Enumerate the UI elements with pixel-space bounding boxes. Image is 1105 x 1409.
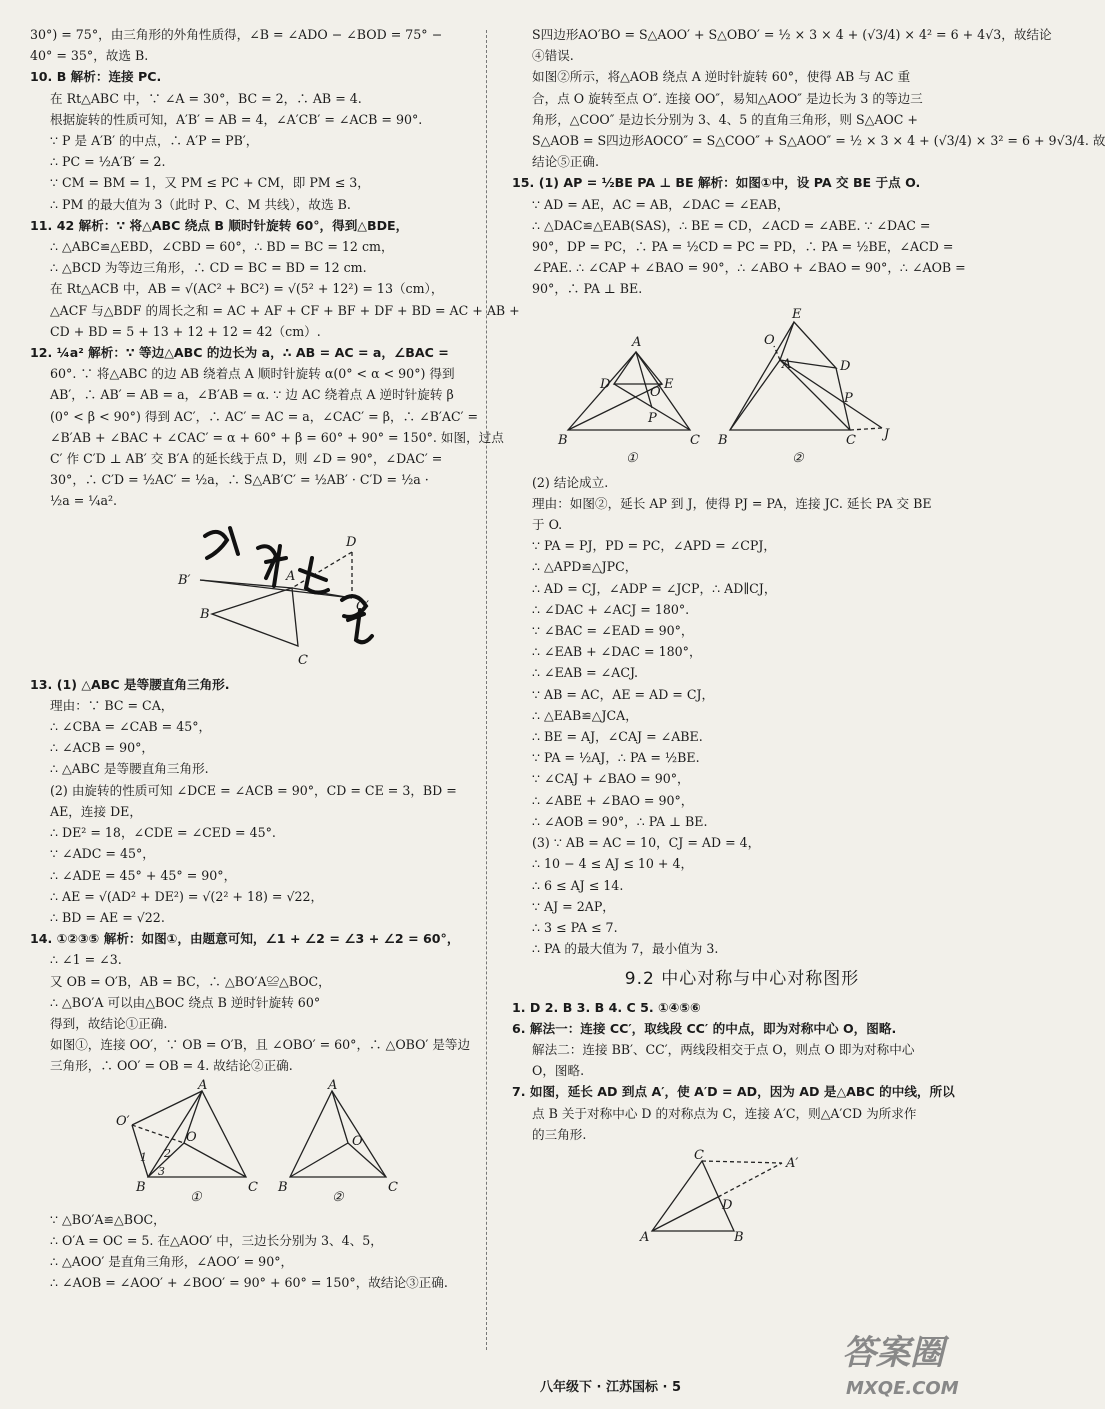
text-line: ∵ ∠CAJ + ∠BAO = 90°， [532, 771, 690, 787]
right-column [512, 24, 1105, 1247]
fig15-2-label-o: O [764, 332, 775, 348]
figure-15 [512, 306, 972, 466]
text-line: ∵ △BO′A≌△BOC， [50, 1211, 166, 1227]
text-line: ∴ ∠1 = ∠3. [50, 952, 122, 968]
fig7-label-c: C [694, 1147, 704, 1163]
question-12: 12. ¼a² 解析：∵ 等边△ABC 的边长为 a，∴ AB = AC = a，∠BAC = [30, 345, 449, 361]
text-line: 在 Rt△ACB 中，AB = √(AC² + BC²) = √(5² + 12²) = 13（cm）， [50, 281, 444, 297]
fig14-2-label-c: C [388, 1179, 398, 1195]
text-line: (0° < β < 90°) 得到 AC′，∴ AC′ = AC = a，∠CAC′ = β，∴ ∠B′AC′ = [50, 408, 478, 424]
fig15-2-label-b: B [718, 432, 728, 448]
fig15-label-d: D [600, 376, 611, 392]
text-line: ∵ AD = AE，AC = AB，∠DAC = ∠EAB， [532, 196, 790, 212]
text-line: ∴ 6 ≤ AJ ≤ 14. [532, 877, 624, 893]
text-line: 在 Rt△ABC 中，∵ ∠A = 30°，BC = 2，∴ AB = 4. [50, 90, 362, 106]
text-line: ½a = ¼a². [50, 493, 118, 509]
text-line: 理由：∵ BC = CA， [50, 697, 174, 713]
label-b: B [200, 606, 210, 622]
text-line: ∴ ∠CBA = ∠CAB = 45°， [50, 719, 212, 735]
fig15-2-cj [850, 428, 882, 430]
question-15: 15. (1) AP = ½BE PA ⊥ BE 解析：如图①中，设 PA 交 BE 于点 O. [512, 175, 921, 191]
fig15-label-p: P [648, 410, 657, 426]
fig14-1-oo-prime [132, 1125, 184, 1143]
answers-1-5: 1. D 2. B 3. B 4. C 5. ①④⑤⑥ [512, 999, 701, 1015]
fig14-2-label-o: O [352, 1133, 363, 1149]
fig15-2-label-c: C [846, 432, 856, 448]
fig15-caption-2: ② [792, 450, 804, 466]
segment-ab-prime [200, 580, 292, 588]
text-line: S△AOB = S四边形AOCO″ = S△COO″ + S△AOO″ = ½ × 3 × 4 + (√3/4) × 3² = 6 + 9√3/4. 故 [532, 133, 1105, 149]
text-line: ④错误. [532, 48, 574, 64]
text-line: ∴ AE = √(AD² + DE²) = √(2² + 18) = √22， [50, 888, 324, 904]
fig15-2-be [730, 322, 794, 430]
text-line: ∴ AD = CJ，∠ADP = ∠JCP，∴ AD∥CJ， [532, 580, 777, 596]
fig14-label-o: O [186, 1129, 197, 1145]
text-line: ∵ P 是 A′B′ 的中点，∴ A′P = PB′， [50, 133, 259, 149]
text-line: ∵ CM = BM = 1，又 PM ≤ PC + CM，即 PM ≤ 3， [50, 175, 370, 191]
text-line: ∴ ∠EAB + ∠DAC = 180°， [532, 644, 702, 660]
fig7-label-b: B [734, 1229, 744, 1245]
text-line: CD + BD = 5 + 13 + 12 + 12 = 42（cm）. [50, 323, 321, 339]
fig15-label-e: E [664, 376, 674, 392]
page-footer: 八年级下 · 江苏国标 · 5 [540, 1380, 682, 1395]
fig15-label-c: C [690, 432, 700, 448]
triangle-abc [212, 588, 298, 646]
fig15-2-label-p: P [844, 390, 853, 406]
question-6: 6. 解法一：连接 CC′，取线段 CC′ 的中点，即为对称中心 O，图略. [512, 1020, 897, 1036]
text-line: ∴ 10 − 4 ≤ AJ ≤ 10 + 4， [532, 856, 694, 872]
text-line: 解法二：连接 BB′、CC′，两线段相交于点 O，则点 O 即为对称中心 [532, 1041, 915, 1057]
text-line: 根据旋转的性质可知，A′B′ = AB = 4，∠A′CB′ = ∠ACB = 90°. [50, 111, 423, 127]
figure-7 [512, 1147, 972, 1245]
text-line: ∴ △BO′A 可以由△BOC 绕点 B 逆时针旋转 60° [50, 994, 321, 1010]
text-line: ∠B′AB + ∠BAC + ∠CAC′ = α + 60° + β = 60° + 90° = 150°. 如图，过点 [50, 429, 504, 445]
question-7: 7. 如图，延长 AD 到点 A′，使 A′D = AD，因为 AD 是△ABC 的中线，所以 [512, 1084, 955, 1100]
text-line: 30°，∴ C′D = ½AC′ = ½a，∴ S△AB′C′ = ½AB′ · C′D = ½a · [50, 472, 429, 488]
fig14-angle-1: 1 [140, 1150, 147, 1164]
question-10: 10. B 解析：连接 PC. [30, 69, 162, 85]
text-line: C′ 作 C′D ⊥ AB′ 交 B′A 的延长线于点 D，则 ∠D = 90°，∠DAC′ = [50, 451, 443, 467]
fig15-label-o: O [650, 384, 661, 400]
fig7-ca-prime [702, 1161, 782, 1163]
text-line: ∵ ∠ADC = 45°， [50, 846, 155, 862]
fig14-label-a: A [198, 1077, 208, 1093]
fig7-da-prime [718, 1163, 782, 1197]
text-line: AB′，∴ AB′ = AB = a，∠B′AB = α. ∵ 边 AC 绕着点 A 逆时针旋转 β [50, 387, 454, 403]
text-line: 于 O. [532, 517, 563, 533]
text-line: ∴ △APD≌△JPC， [532, 559, 638, 575]
text-line: ∠PAE. ∴ ∠CAP + ∠BAO = 90°，∴ ∠ABO + ∠BAO = 90°，∴ ∠AOB = [532, 260, 966, 276]
text-line: 40° = 35°，故选 B. [30, 48, 149, 64]
fig14-angle-2: 2 [164, 1146, 171, 1160]
text-line: 合，点 O 旋转至点 O″. 连接 OO″，易知△AOO″ 是边长为 3 的等边三 [532, 90, 923, 106]
text-line: 90°，DP = PC，∴ PA = ½CD = PC = PD，∴ PA = ½BE，∠ACD = [532, 239, 954, 255]
text-line: 如图①，连接 OO′，∵ OB = O′B，且 ∠OBO′ = 60°，∴ △OBO′ 是等边 [50, 1037, 471, 1053]
text-line: 角形，△COO″ 是边长分别为 3、4、5 的直角三角形，则 S△AOC + [532, 111, 918, 127]
text-line: ∴ △ABC 是等腰直角三角形. [50, 761, 209, 777]
text-line: 的三角形. [532, 1126, 587, 1142]
question-13: 13. (1) △ABC 是等腰直角三角形. [30, 676, 230, 692]
watermark-logo [838, 1322, 988, 1402]
fig14-angle-3: 3 [158, 1164, 165, 1178]
text-line: (3) ∵ AB = AC = 10，CJ = AD = 4， [532, 835, 761, 851]
label-c: C [298, 652, 308, 668]
fig14-caption-1: ① [190, 1189, 202, 1205]
text-line: 90°，∴ PA ⊥ BE. [532, 281, 643, 297]
text-line: ∴ PA 的最大值为 7，最小值为 3. [532, 941, 719, 957]
fig15-2-label-a: A [782, 356, 792, 372]
watermark-line1: 答案圈 [842, 1333, 944, 1373]
question-14: 14. ①②③⑤ 解析：如图①，由题意可知，∠1 + ∠2 = ∠3 + ∠2 = 60°， [30, 931, 460, 947]
fig14-label-c: C [248, 1179, 258, 1195]
text-line: 点 B 关于对称中心 D 的对称点为 C，连接 A′C，则△A′CD 为所求作 [532, 1105, 917, 1121]
text-line: ∵ AJ = 2AP， [532, 898, 615, 914]
text-line: ∴ △ABC≌△EBD，∠CBD = 60°，∴ BD = BC = 12 cm， [50, 239, 394, 255]
text-line: ∴ PC = ½A′B′ = 2. [50, 154, 166, 170]
fig15-label-a: A [632, 334, 642, 350]
text-line: 理由：如图②，延长 AP 到 J，使得 PJ = PA，连接 JC. 延长 PA 交 BE [532, 495, 932, 511]
fig15-2-label-e: E [792, 306, 802, 322]
section-title: 9.2 中心对称与中心对称图形 [624, 969, 860, 990]
text-line: ∴ ∠AOB = 90°，∴ PA ⊥ BE. [532, 813, 708, 829]
question-11: 11. 42 解析：∵ 将△ABC 绕点 B 顺时针旋转 60°，得到△BDE， [30, 217, 409, 233]
text-line: ∴ ∠AOB = ∠AOO′ + ∠BOO′ = 90° + 60° = 150°，故结论③正确. [50, 1275, 448, 1291]
text-line: AE，连接 DE， [50, 803, 142, 819]
text-line: 得到，故结论①正确. [50, 1015, 168, 1031]
label-b-prime: B′ [178, 572, 191, 588]
label-c-prime: C′ [356, 598, 369, 614]
text-line: 结论⑤正确. [532, 154, 599, 170]
text-line: ∴ ∠ADE = 45° + 45° = 90°， [50, 867, 237, 883]
text-line: ∵ AB = AC，AE = AD = CJ， [532, 686, 715, 702]
text-line: ∴ DE² = 18，∠CDE = ∠CED = 45°. [50, 825, 276, 841]
text-line: ∴ △AOO′ 是直角三角形，∠AOO′ = 90°， [50, 1253, 294, 1269]
text-line: ∵ ∠BAC = ∠EAD = 90°， [532, 623, 694, 639]
text-line: ∵ PA = ½AJ，∴ PA = ½BE. [532, 750, 700, 766]
text-line: ∴ O′A = OC = 5. 在△AOO′ 中，三边长分别为 3、4、5， [50, 1232, 383, 1248]
fig7-label-a: A [640, 1229, 650, 1245]
fig15-2-label-d: D [840, 358, 851, 374]
text-line: ∴ 3 ≤ PA ≤ 7. [532, 919, 618, 935]
label-a: A [286, 568, 296, 584]
fig7-label-a-prime: A′ [786, 1155, 799, 1171]
text-line: ∴ △EAB≌△JCA， [532, 707, 638, 723]
text-line: ∴ △BCD 为等边三角形，∴ CD = BC = BD = 12 cm. [50, 260, 367, 276]
text-line: O，图略. [532, 1063, 585, 1079]
column-divider [486, 30, 487, 1350]
fig15-2-label-j: J [884, 426, 890, 442]
text-line: ∴ PM 的最大值为 3（此时 P、C、M 共线），故选 B. [50, 196, 351, 212]
figure-12 [30, 518, 468, 668]
fig14-caption-2: ② [332, 1189, 344, 1205]
fig7-ad [652, 1197, 718, 1231]
text-line: ∴ BE = AJ，∠CAJ = ∠ABE. [532, 729, 703, 745]
text-line: ∴ ∠EAB = ∠ACJ. [532, 665, 639, 681]
fig15-2-aj [780, 360, 882, 428]
fig14-2-label-b: B [278, 1179, 288, 1195]
text-line: ∴ ∠DAC + ∠ACJ = 180°. [532, 601, 690, 617]
fig14-label-b: B [136, 1179, 146, 1195]
text-line: △ACF 与△BDF 的周长之和 = AC + AF + CF + BF + DF + BD = AC + AB + [50, 302, 520, 318]
text-line: S四边形AO′BO = S△AOO′ + S△OBO′ = ½ × 3 × 4 + (√3/4) × 4² = 6 + 4√3，故结论 [532, 27, 1052, 42]
figure-14 [30, 1077, 468, 1205]
text-line: 三角形，∴ OO′ = OB = 4. 故结论②正确. [50, 1058, 293, 1074]
watermark-line2: MXQE.COM [846, 1378, 959, 1399]
fig14-2-ao [332, 1091, 348, 1143]
fig15-label-b: B [558, 432, 568, 448]
text-line: ∴ △DAC≌△EAB(SAS)，∴ BE = CD，∠ACD = ∠ABE. ∵ ∠DAC = [532, 217, 931, 233]
fig7-label-d: D [722, 1197, 733, 1213]
fig14-label-o-prime: O′ [116, 1113, 130, 1129]
text-line: (2) 结论成立. [532, 474, 609, 490]
fig7-triangle-abc [652, 1161, 734, 1231]
text-line: 30°) = 75°，由三角形的外角性质得，∠B = ∠ADO − ∠BOD = 75° − [30, 27, 443, 42]
fig15-caption-1: ① [626, 450, 638, 466]
text-line: ∴ BD = AE = √22. [50, 909, 165, 925]
text-line: 60°. ∵ 将△ABC 的边 AB 绕着点 A 顺时针旋转 α(0° < α < 90°) 得到 [50, 366, 455, 382]
text-line: 又 OB = O′B，AB = BC，∴ △BO′A≌△BOC， [50, 973, 331, 989]
text-line: ∴ ∠ACB = 90°， [50, 740, 155, 756]
left-column [30, 24, 520, 1293]
text-line: 如图②所示，将△AOB 绕点 A 逆时针旋转 60°，使得 AB 与 AC 重 [532, 69, 911, 85]
fig14-2-label-a: A [328, 1077, 338, 1093]
text-line: ∴ ∠ABE + ∠BAO = 90°， [532, 792, 694, 808]
label-d: D [346, 534, 357, 550]
text-line: ∵ PA = PJ，PD = PC，∠APD = ∠CPJ， [532, 538, 777, 554]
text-line: (2) 由旋转的性质可知 ∠DCE = ∠ACB = 90°，CD = CE = 3，BD = [50, 782, 457, 798]
